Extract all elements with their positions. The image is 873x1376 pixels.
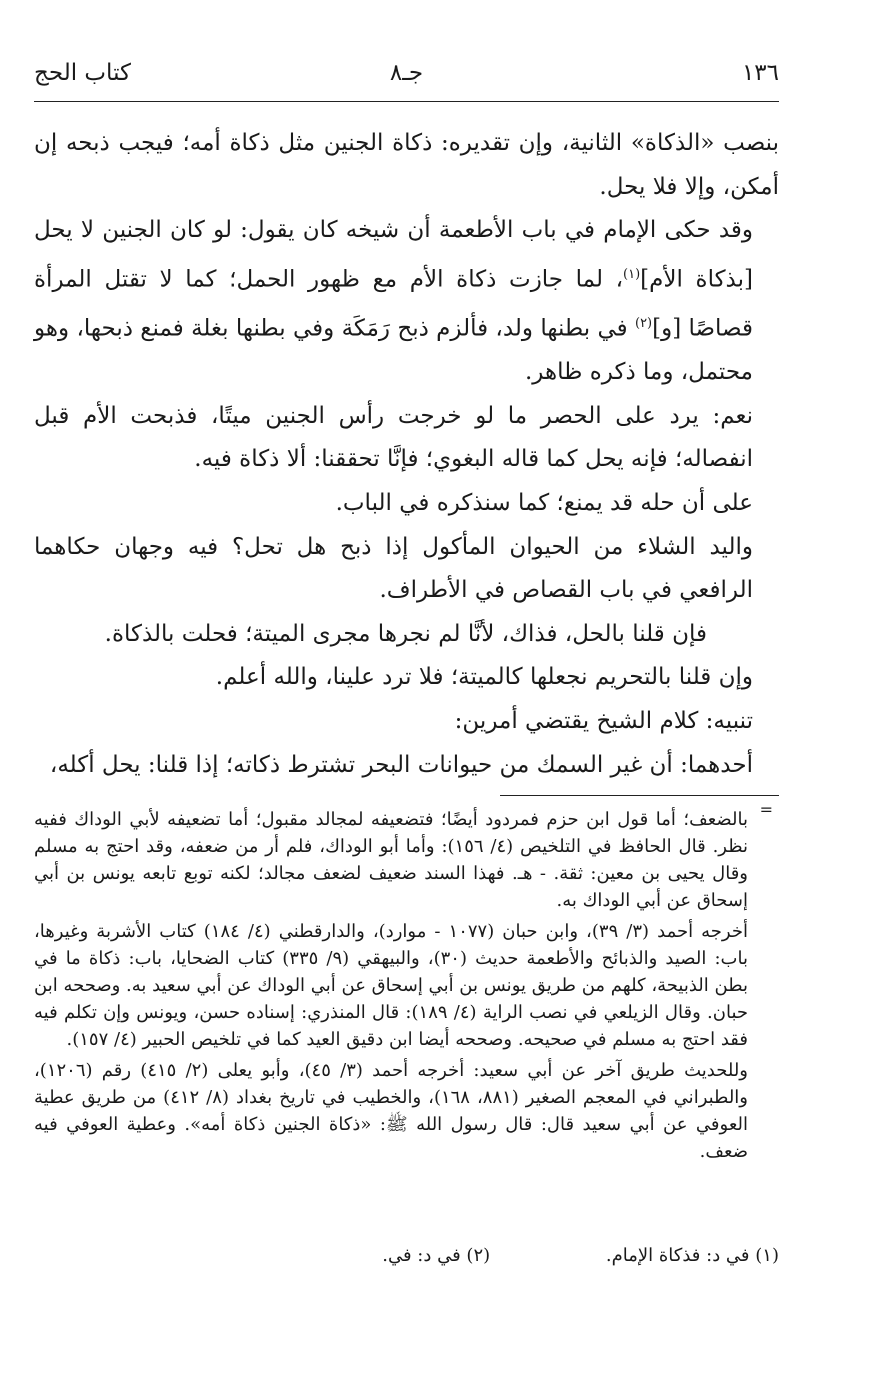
main-text bbox=[34, 122, 779, 787]
paragraph-text: ، لما جازت ذكاة الأم مع ظهور الحمل؛ كما لا تقتل المرأة قصاصًا [و] bbox=[34, 266, 753, 342]
paragraph-text: في بطنها ولد، فألزم ذبح رَمَكَة وفي بطنها بغلة فمنع ذبحها، وهو محتمل، وما ذكره ظاهر. bbox=[34, 315, 753, 386]
paragraph bbox=[34, 209, 779, 395]
paragraph: نعم: يرد على الحصر ما لو خرجت رأس الجنين ميتًا، فذبحت الأم قبل انفصاله؛ فإنه يحل كما قاله البغوي؛ فإنَّا تحققنا: ألا ذكاة فيه. bbox=[34, 402, 753, 473]
footnotes bbox=[34, 806, 748, 1169]
paragraph-text: وقد حكى الإمام في باب الأطعمة أن شيخه كان يقول: لو كان الجنين لا يحل [بذكاة الأم] bbox=[34, 217, 753, 293]
variant-note-1: (١) في د: فذكاة الإمام. bbox=[605, 1245, 779, 1266]
continuation-mark: = bbox=[759, 800, 773, 819]
paragraph: بنصب «الذكاة» الثانية، وإن تقديره: ذكاة الجنين مثل ذكاة أمه؛ فيجب ذبحه إن أمكن، وإلا فلا يحل. bbox=[34, 130, 779, 200]
footnote-ref: (٢) bbox=[634, 316, 653, 332]
footnote: أخرجه أحمد (٣/ ٣٩)، وابن حبان (١٠٧٧ - موارد)، والدارقطني (٤/ ١٨٤) كتاب الأشربة وغيرها، باب: الصيد والذبائح والأطعمة حديث (٣٠)، والبيهقي (٩/ ٣٣٥) كتاب الضحايا، باب: ذكاة ما في بطن الذبيحة، كلهم من طريق يونس بن أبي إسحاق عن أبي الوداك عن أبي سعيد به. وصححه ابن حبان. وقال الزيلعي في نصب الراية (٤/ ١٨٩): قال المنذري: إسناده حسن، ويونس وإن تكلم فيه فقد احتج به مسلم في صحيحه. وصححه أيضا ابن دقيق العيد كما في تلخيص الحبير (٤/ ١٥٧). bbox=[34, 921, 749, 1050]
page-number: ١٣٦ bbox=[741, 60, 779, 86]
footnote: بالضعف؛ أما قول ابن حزم فمردود أيضًا؛ فتضعيفه لمجالد مقبول؛ أما تضعيفه لأبي الوداك ففيه نظر. قال الحافظ في التلخيص (٤/ ١٥٦): وأما أبو الوداك، فلم أر من ضعفه، وقد احتج به مسلم وقال يحيى بن معين: ثقة. - هـ. فهذا السند ضعيف لضعف مجالد؛ لكنه توبع تابعه يونس بن أبي إسحاق عن أبي الوداك به. bbox=[34, 809, 748, 911]
paragraph: وإن قلنا بالتحريم نجعلها كالميتة؛ فلا ترد علينا، والله أعلم. bbox=[215, 664, 753, 691]
footnote: وللحديث طريق آخر عن أبي سعيد: أخرجه أحمد (٣/ ٤٥)، وأبو يعلى (٢/ ٤١٥) رقم (١٢٠٦)، والطبراني في المعجم الصغير (٨٨١، ١٦٨)، والخطيب في تاريخ بغداد (٨/ ٤١٢) من طريق عطية العوفي عن أبي سعيد قال: قال رسول الله ﷺ: «ذكاة الجنين ذكاة أمه». وعطية العوفي فيه ضعف. bbox=[34, 1060, 748, 1162]
footnote-ref: (١) bbox=[623, 266, 641, 282]
book-title: كتاب الحج bbox=[34, 60, 131, 86]
footnote-divider bbox=[500, 795, 779, 796]
page-header bbox=[34, 56, 779, 96]
header-divider bbox=[34, 101, 779, 102]
variant-note-2: (٢) في د: في. bbox=[382, 1245, 491, 1266]
variant-notes bbox=[34, 1242, 779, 1269]
paragraph: واليد الشلاء من الحيوان المأكول إذا ذبح هل تحل؟ فيه وجهان حكاهما الرافعي في باب القصاص في الأطراف. bbox=[34, 533, 753, 604]
paragraph: على أن حله قد يمنع؛ كما سنذكره في الباب. bbox=[335, 490, 753, 517]
paragraph: فإن قلنا بالحل، فذاك، لأنَّا لم نجرها مجرى الميتة؛ فحلت بالذكاة. bbox=[104, 620, 707, 647]
paragraph: تنبيه: كلام الشيخ يقتضي أمرين: bbox=[454, 708, 753, 735]
paragraph: أحدهما: أن غير السمك من حيوانات البحر تشترط ذكاته؛ إذا قلنا: يحل أكله، bbox=[49, 751, 753, 778]
volume-part: جـ٨ bbox=[389, 60, 424, 86]
